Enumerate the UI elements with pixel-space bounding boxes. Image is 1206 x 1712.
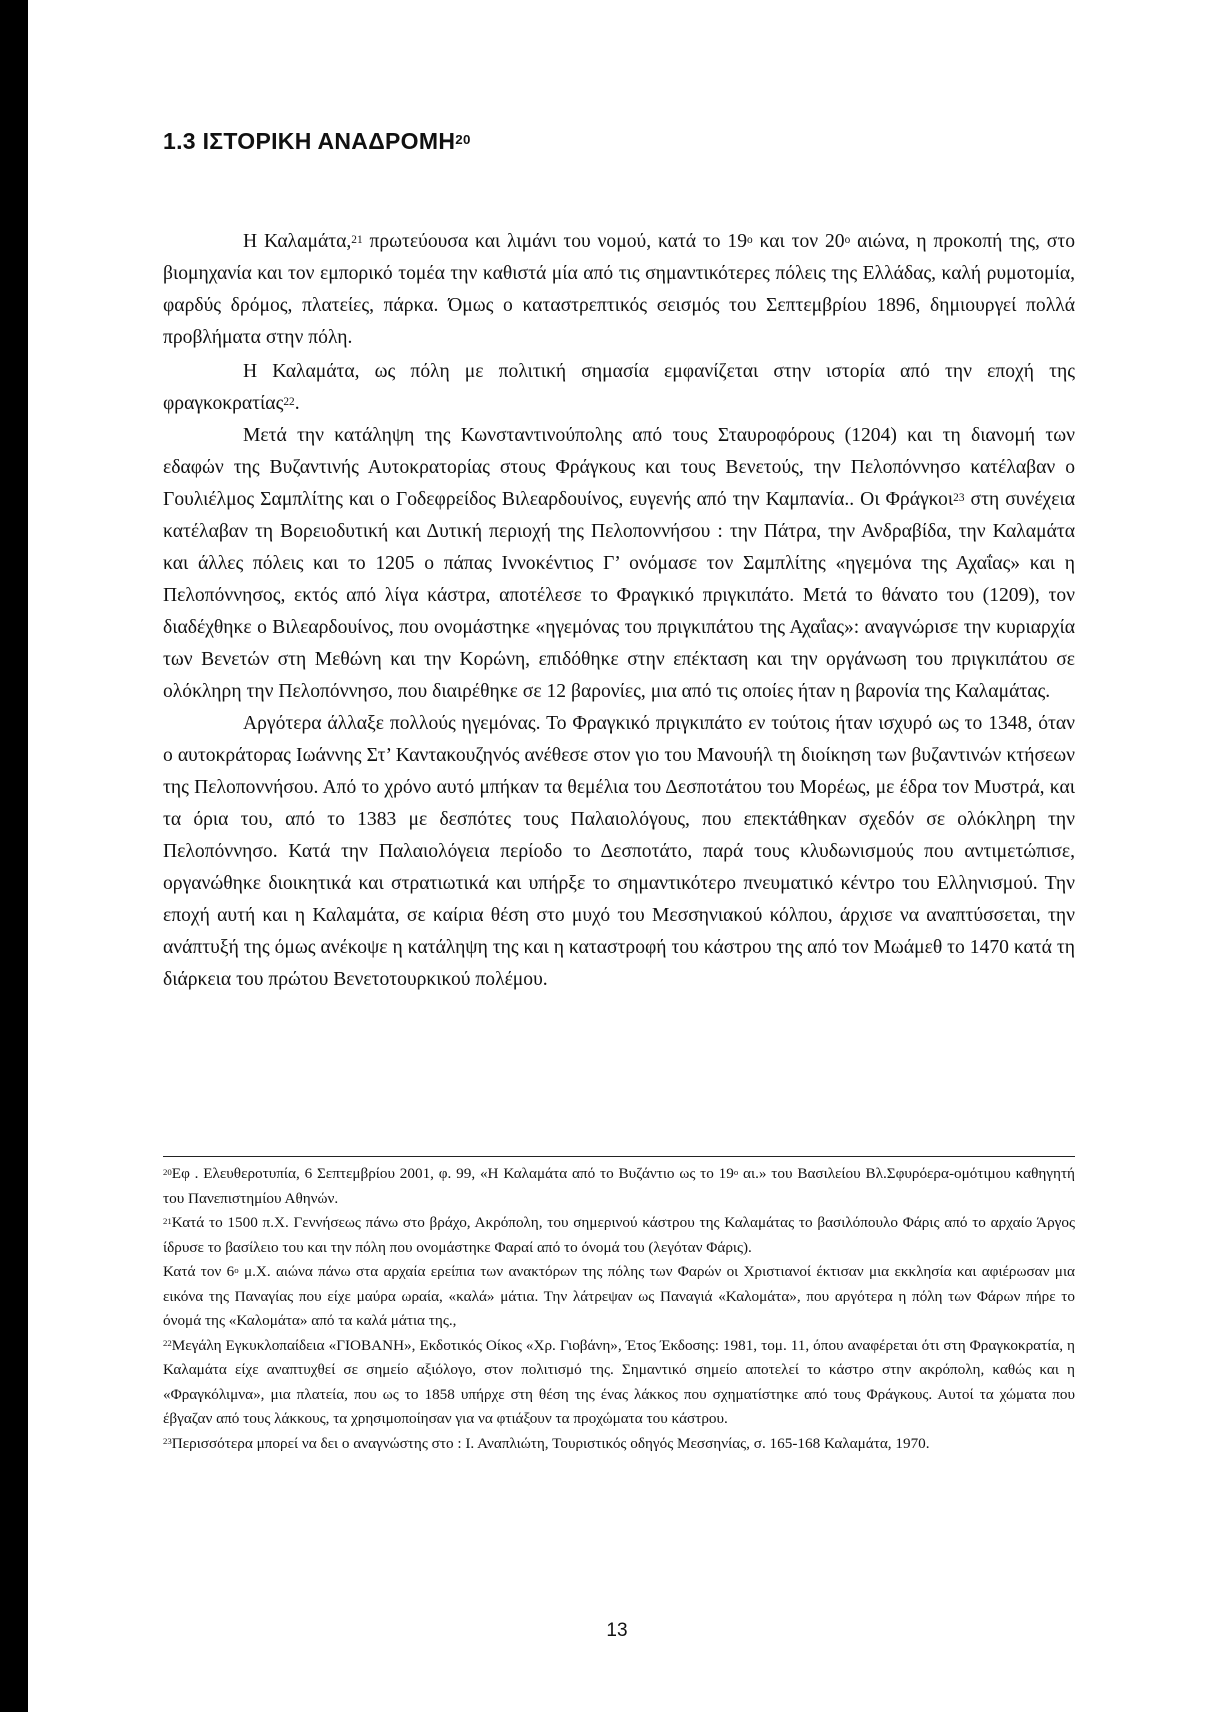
- footnote-21-text-b2: μ.Χ. αιώνα πάνω στα αρχαία ερείπια των ανακτόρων της πόλης των Φαρών οι Χριστιανοί έκτισαν μια εκκλησία και αφιέρωσαν μια εικόνα της Παναγίας που είχε μαύρα ωραία, «καλά» μάτια. Την λάτρεψαν ως Παναγιά «Καλομάτα», που αργότερα η πόλη των Φάρων πήρε το όνομά της «Καλομάτα» από τα καλά μάτια της.,: [163, 1263, 1075, 1329]
- footnote-22: [163, 1334, 1075, 1432]
- footnote-number: 20: [163, 1166, 172, 1177]
- footnote-separator: [163, 1156, 1075, 1157]
- paragraph-2-text-a: Η Καλαμάτα, ως πόλη με πολιτική σημασία εμφανίζεται στην ιστορία από την εποχή της φραγκοκρατίας: [163, 361, 1075, 414]
- paragraph-2-text-b: .: [294, 393, 300, 414]
- footnote-21-text-a: Κατά το 1500 π.Χ. Γεννήσεως πάνω στο βράχο, Ακρόπολη, του σημερινού κάστρου της Καλαμάτας το βασιλόπουλο Φάρις από το αρχαίο Άργος ίδρυσε το βασίλειο του και την πόλη που ονομάστηκε Φαραί από το όνομά του (λεγόταν Φάρις).: [163, 1214, 1075, 1256]
- degree-mark: ο: [844, 234, 851, 247]
- paragraph-1-text-b: πρωτεύουσα και λιμάνι του νομού, κατά το 19: [362, 231, 747, 252]
- degree-mark: ο: [733, 1166, 739, 1177]
- footnote-20: [163, 1162, 1075, 1211]
- paragraph-3-text-b: στη συνέχεια κατέλαβαν τη Βορειοδυτική και Δυτική περιοχή της Πελοποννήσου : την Πάτρα, την Ανδραβίδα, την Καλαμάτα και άλλες πόλεις και το 1205 ο πάπας Ιννοκέντιος Γ’ ονόμασε τον Σαμπλίτης «ηγεμόνα της Αχαΐας» και η Πελοπόννησος, εκτός από λίγα κάστρα, αποτέλεσε το Φραγκικό πριγκιπάτο. Μετά το θάνατο του (1209), τον διαδέχθηκε ο Βιλεαρδουίνος, που ονομάστηκε «ηγεμόνας του πριγκιπάτου της Αχαΐας»: αναγνώρισε την κυριαρχία των Βενετών στη Μεθώνη και την Κορώνη, επιδόθηκε στην επέκταση και την οργάνωση του πριγκιπάτου σε ολόκληρη την Πελοπόννησο, που διαιρέθηκε σε 12 βαρονίες, μια από τις οποίες ήταν η βαρονία της Καλαμάτας.: [163, 489, 1076, 702]
- footnote-number: 22: [163, 1338, 172, 1349]
- footnote-23-text: Περισσότερα μπορεί να δει ο αναγνώστης στο : Ι. Αναπλιώτη, Τουριστικός οδηγός Μεσσηνίας, σ. 165-168 Καλαμάτα, 1970.: [171, 1434, 930, 1452]
- paper-sheet: [28, 0, 1206, 1712]
- footnote-21-text-b1: Κατά τον 6: [163, 1263, 235, 1280]
- footnote-20-text-a: Εφ . Ελευθεροτυπία, 6 Σεπτεμβρίου 2001, φ. 99, «Η Καλαμάτα από το Βυζάντιο ως το 19: [171, 1165, 734, 1182]
- footnote-number: 23: [163, 1436, 172, 1447]
- footnote-number: 21: [163, 1215, 172, 1226]
- paragraph-2: [163, 356, 1075, 420]
- paragraph-3-text-a: Μετά την κατάληψη της Κωνσταντινούπολης από τους Σταυροφόρους (1204) και τη διανομή των εδαφών της Βυζαντινής Αυτοκρατορίας στους Φράγκους και τους Βενετούς, την Πελοπόννησο κατέλαβαν ο Γουλιέλμος Σαμπλίτης και ο Γοδεφρείδος Βιλεαρδουίνος, ευγενής από την Καμπανία.. Οι Φράγκοι: [163, 425, 1075, 510]
- degree-mark: ο: [234, 1264, 239, 1275]
- footnote-23: [163, 1432, 1075, 1457]
- body-text: [163, 226, 1075, 996]
- page-number: 13: [606, 1620, 628, 1641]
- paragraph-1-text-c: και τον 20: [752, 231, 845, 252]
- paragraph-1-text-d: αιώνα, η προκοπή της, στο βιομηχανία και τον εμπορικό τομέα την καθιστά μία από τις σημαντικότερες πόλεις της Ελλάδας, καλή ρυμοτομία, φαρδύς δρόμος, πλατείες, πάρκα. Όμως ο καταστρεπτικός σεισμός του Σεπτεμβρίου 1896, δημιουργεί πολλά προβλήματα στην πόλη.: [163, 231, 1076, 348]
- degree-mark: ο: [747, 234, 753, 247]
- section-heading-text: 1.3 ΙΣΤΟΡΙΚΗ ΑΝΑΔΡΟΜΗ: [163, 128, 456, 154]
- footnote-ref-20: 20: [455, 132, 471, 148]
- paragraph-1: [163, 226, 1075, 354]
- footnote-20-text-b: αι.» του Βασιλείου Βλ.Σφυρόερα-ομότιμου καθηγητή του Πανεπιστημίου Αθηνών.: [163, 1165, 1075, 1207]
- paragraph-1-text-a: Η Καλαμάτα,: [243, 231, 352, 252]
- footnote-ref-21: 21: [351, 234, 363, 247]
- section-heading: [163, 128, 471, 155]
- footnote-22-text: Μεγάλη Εγκυκλοπαίδεια «ΓΙΟΒΑΝΗ», Εκδοτικός Οίκος «Χρ. Γιοβάνη», Έτος Έκδοσης: 1981, τομ. 11, όπου αναφέρεται ότι στη Φραγκοκρατία, η Καλαμάτα είχε αναπτυχθεί σε σημείο αξιόλογο, στον πολιτισμό της. Σημαντικό σημείο αποτελεί το κάστρο στην ακρόπολη, καθώς και η «Φραγκόλιμνα», μια πλατεία, που ως το 1858 υπήρχε στη θέση της ένας λάκκος που σχηματίστηκε από τους Φράγκους. Αυτοί τα χώματα που έβγαζαν από τους λάκκους, τα χρησιμοποίησαν για να φτιάξουν τα προχώματα του κάστρου.: [163, 1336, 1075, 1427]
- paragraph-3: [163, 420, 1075, 708]
- footnotes: [163, 1162, 1075, 1456]
- footnote-ref-23: 23: [953, 492, 965, 505]
- paragraph-4: Αργότερα άλλαξε πολλούς ηγεμόνας. Το Φραγκικό πριγκιπάτο εν τούτοις ήταν ισχυρό ως το 1348, όταν ο αυτοκράτορας Ιωάννης Στ’ Καντακουζηνός ανέθεσε στον γιο του Μανουήλ τη διοίκηση των βυζαντινών κτήσεων της Πελοποννήσου. Από το χρόνο αυτό μπήκαν τα θεμέλια του Δεσποτάτου του Μορέως, με έδρα τον Μυστρά, και τα όρια του, από το 1383 με δεσπότες τους Παλαιολόγους, που επεκτάθηκαν σχεδόν σε ολόκληρη την Πελοπόννησο. Κατά την Παλαιολόγεια περίοδο το Δεσποτάτο, παρά τους κλυδωνισμούς που αντιμετώπισε, οργανώθηκε διοικητικά και στρατιωτικά και υπήρξε το σημαντικότερο πνευματικό κέντρο του Ελληνισμού. Την εποχή αυτή και η Καλαμάτα, σε καίρια θέση στο μυχό του Μεσσηνιακού κόλπου, άρχισε να αναπτύσσεται, την ανάπτυξή της όμως ανέκοψε η κατάληψη της και η καταστροφή του κάστρου της από τον Μωάμεθ το 1470 κατά τη διάρκεια του πρώτου Βενετοτουρκικού πολέμου.: [163, 713, 1075, 990]
- footnote-ref-22: 22: [283, 396, 295, 409]
- footnote-21-continued: [163, 1260, 1075, 1334]
- footnote-21: [163, 1211, 1075, 1260]
